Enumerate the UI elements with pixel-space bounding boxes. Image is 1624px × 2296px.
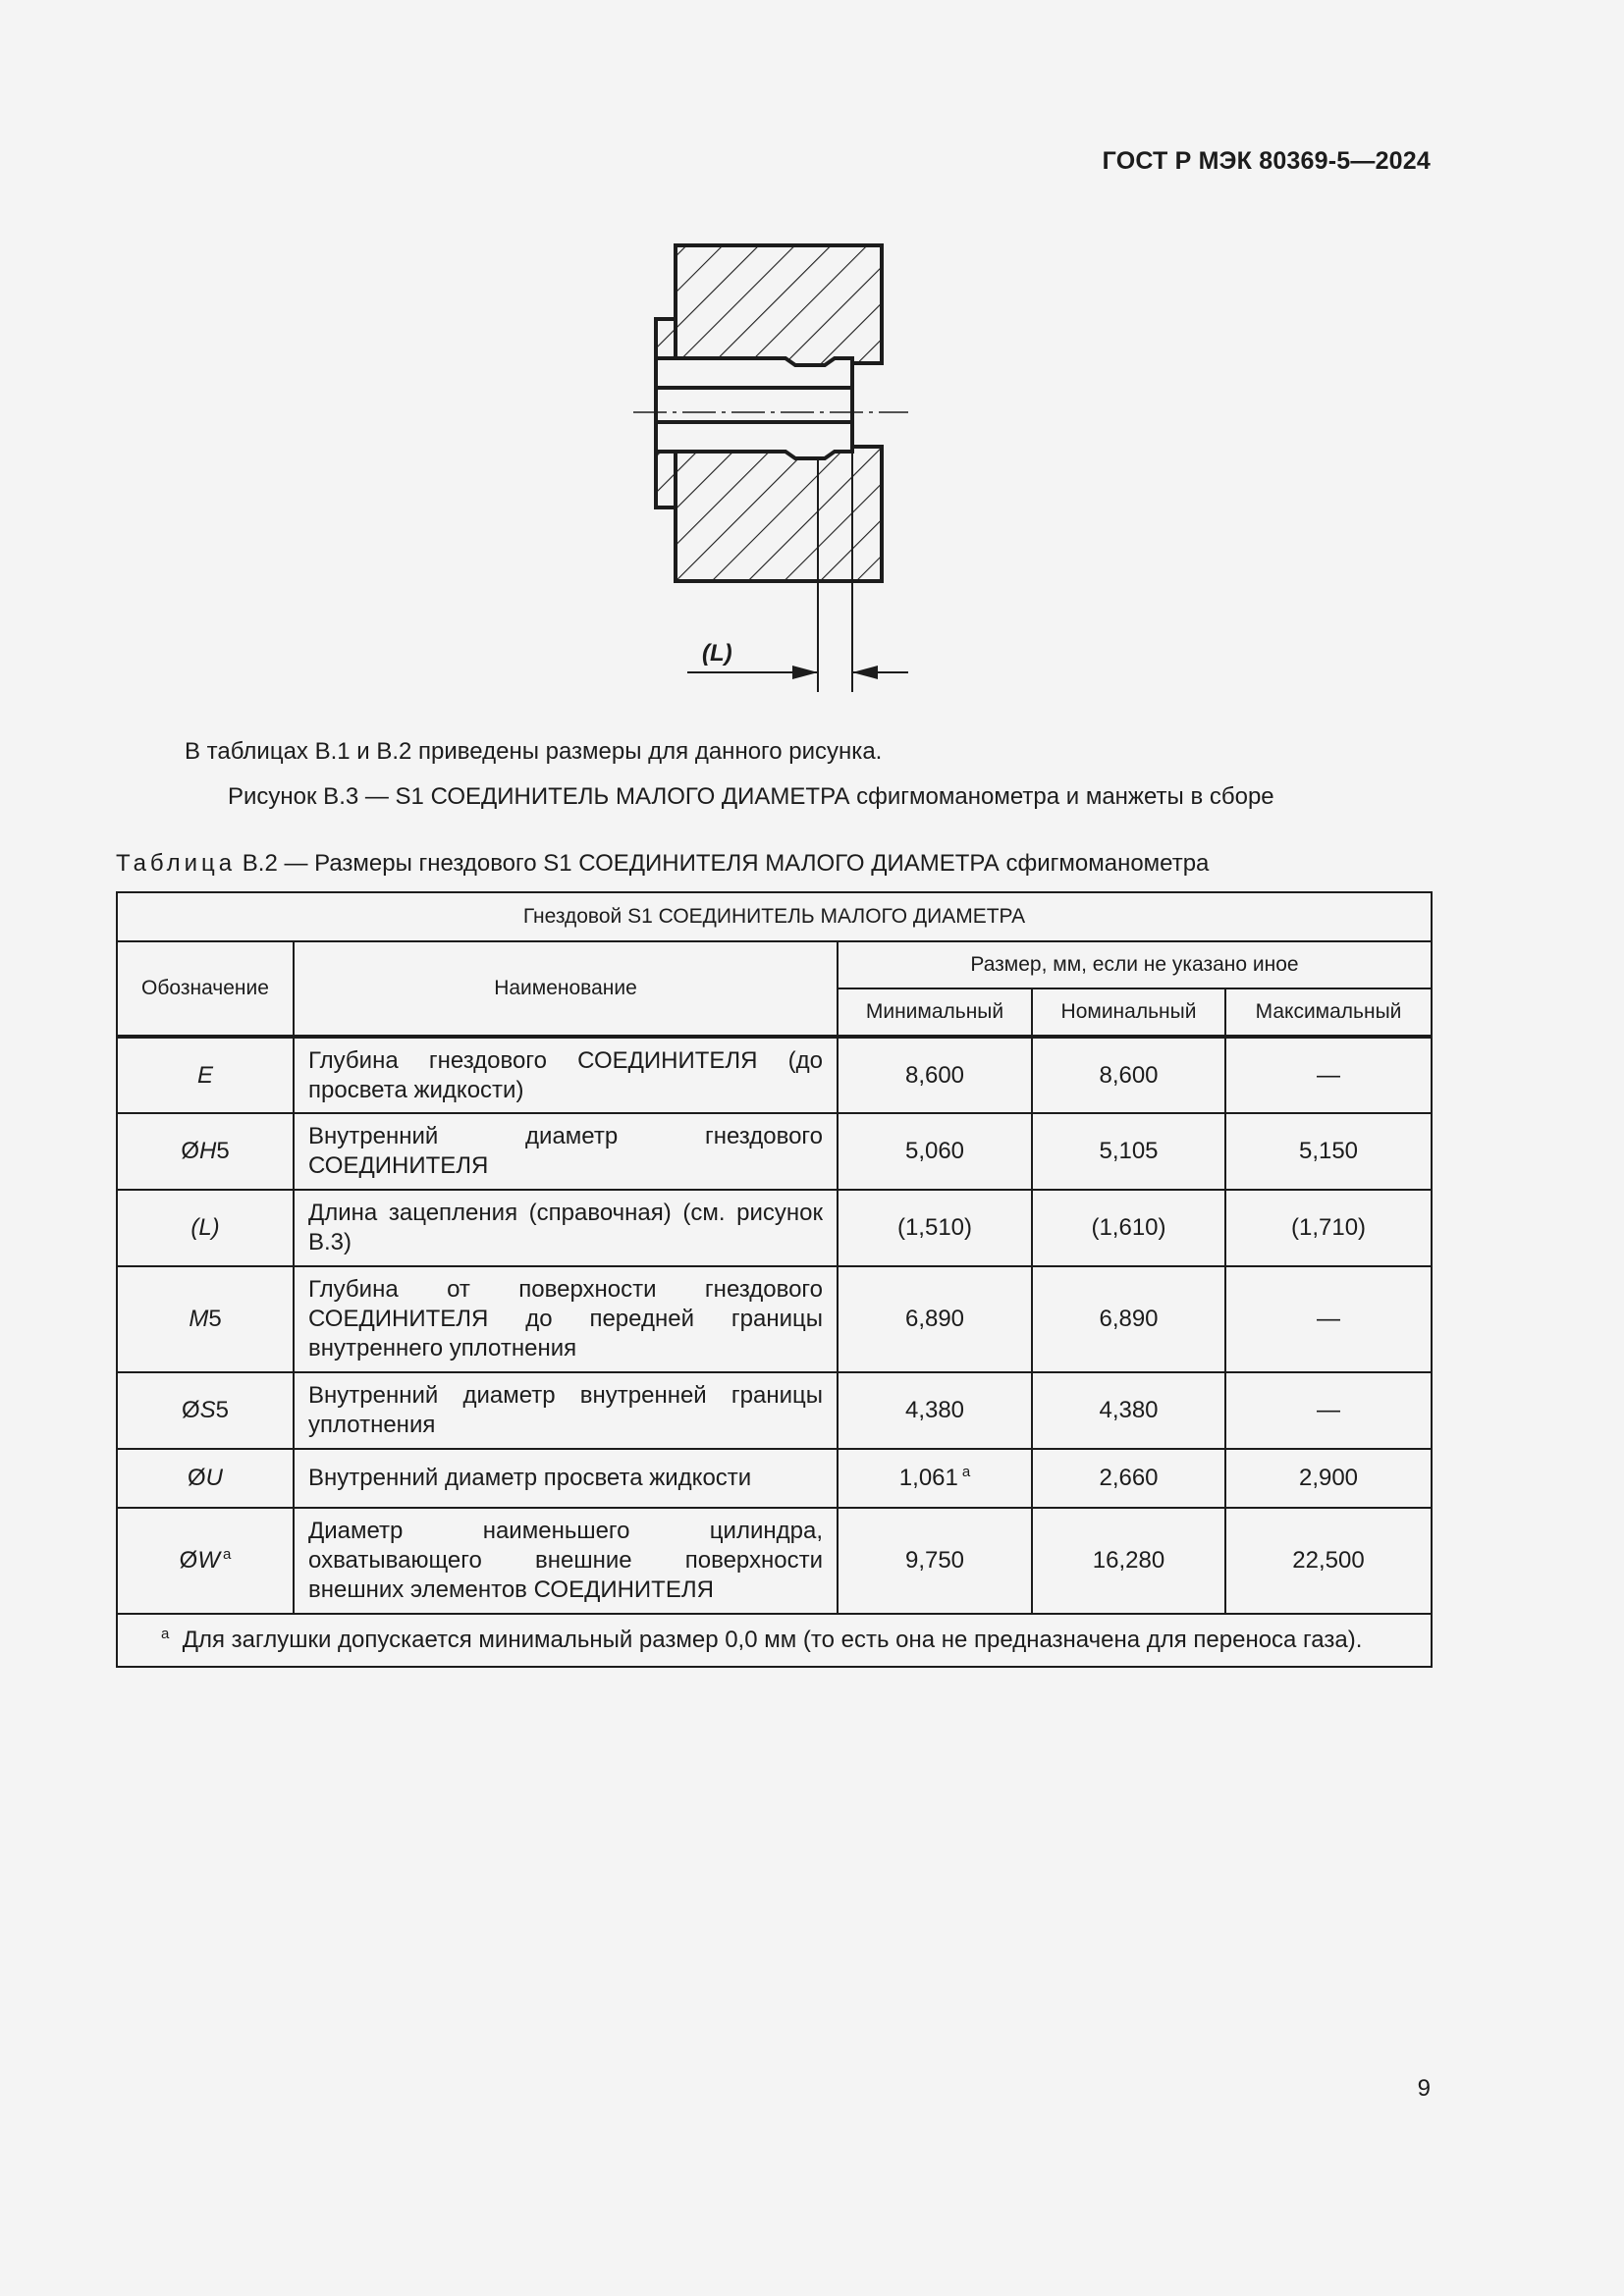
min-value: 1,061 <box>898 1465 958 1491</box>
table-row <box>117 1372 1432 1449</box>
row-nom: 4,380 <box>1032 1372 1225 1449</box>
row-nom: 8,600 <box>1032 1037 1225 1113</box>
row-nom: (1,610) <box>1032 1190 1225 1266</box>
designation-symbol: W <box>197 1547 220 1574</box>
designation-prefix: Ø <box>181 1138 199 1164</box>
document-code: ГОСТ Р МЭК 80369-5—2024 <box>1102 147 1431 175</box>
table-row <box>117 1037 1432 1113</box>
row-name: Внутренний диаметр внутренней границы уплотнения <box>294 1372 838 1449</box>
row-designation <box>117 1037 294 1113</box>
row-min <box>838 1190 1032 1266</box>
dimension-arrow-right <box>852 666 878 679</box>
row-designation <box>117 1266 294 1372</box>
row-max: 5,150 <box>1225 1113 1432 1190</box>
header-size-group: Размер, мм, если не указано иное <box>838 941 1432 988</box>
row-designation <box>117 1508 294 1614</box>
designation-symbol: M <box>189 1306 209 1332</box>
min-sup: а <box>961 1464 971 1480</box>
designation-suffix: 5 <box>216 1138 230 1164</box>
row-nom: 6,890 <box>1032 1266 1225 1372</box>
table-title-prefix: Таблица <box>116 850 237 877</box>
designation-prefix: Ø <box>181 1397 200 1423</box>
row-designation <box>117 1113 294 1190</box>
row-max: — <box>1225 1037 1432 1113</box>
min-value: 5,060 <box>904 1138 965 1164</box>
upper-body-section <box>656 245 882 365</box>
dimension-label: (L) <box>702 640 732 667</box>
figure-note: В таблицах В.1 и В.2 приведены размеры для данного рисунка. <box>185 738 883 765</box>
row-min <box>838 1449 1032 1508</box>
row-max: 22,500 <box>1225 1508 1432 1614</box>
header-designation: Обозначение <box>117 941 294 1037</box>
footnote-mark: а <box>161 1626 170 1642</box>
connector-drawing-svg <box>628 231 923 702</box>
row-max: (1,710) <box>1225 1190 1432 1266</box>
designation-symbol: U <box>205 1465 223 1491</box>
row-name: Внутренний диаметр гнездового СОЕДИНИТЕЛЯ <box>294 1113 838 1190</box>
lower-body-section <box>656 447 882 581</box>
header-max: Максимальный <box>1225 988 1432 1037</box>
row-designation <box>117 1372 294 1449</box>
table-row <box>117 1449 1432 1508</box>
designation-symbol: H <box>198 1138 217 1164</box>
row-max: — <box>1225 1266 1432 1372</box>
footnote-text: Для заглушки допускается минимальный размер 0,0 мм (то есть она не предназначена для переноса газа). <box>182 1627 1363 1653</box>
min-value: (1,510) <box>896 1214 973 1241</box>
min-value: 8,600 <box>904 1061 965 1089</box>
figure-caption: Рисунок В.3 — S1 СОЕДИНИТЕЛЬ МАЛОГО ДИАМЕТРА сфигмоманометра и манжеты в сборе <box>228 783 1274 810</box>
row-min <box>838 1113 1032 1190</box>
table-row <box>117 1113 1432 1190</box>
table-footnote <box>117 1614 1432 1667</box>
table-row <box>117 1508 1432 1614</box>
row-min <box>838 1266 1032 1372</box>
page-number: 9 <box>1417 2075 1431 2102</box>
table-caption-row: Гнездовой S1 СОЕДИНИТЕЛЬ МАЛОГО ДИАМЕТРА <box>117 892 1432 941</box>
designation-suffix: 5 <box>208 1306 222 1332</box>
row-name: Глубина от поверхности гнездового СОЕДИНИТЕЛЯ до передней границы внутреннего уплотнения <box>294 1266 838 1372</box>
dimensions-table <box>116 891 1433 1668</box>
min-value: 4,380 <box>904 1397 965 1423</box>
row-designation <box>117 1449 294 1508</box>
row-name: Длина зацепления (справочная) (см. рисунок В.3) <box>294 1190 838 1266</box>
designation-suffix: 5 <box>215 1397 230 1423</box>
row-max: 2,900 <box>1225 1449 1432 1508</box>
table-title <box>116 850 1209 878</box>
min-value: 9,750 <box>904 1547 965 1574</box>
row-nom: 2,660 <box>1032 1449 1225 1508</box>
row-min <box>838 1037 1032 1113</box>
row-nom: 5,105 <box>1032 1113 1225 1190</box>
table-row <box>117 1190 1432 1266</box>
designation-symbol: (L) <box>190 1214 220 1241</box>
designation-prefix: Ø <box>179 1547 198 1574</box>
header-min: Минимальный <box>838 988 1032 1037</box>
min-value: 6,890 <box>904 1306 965 1332</box>
header-name: Наименование <box>294 941 838 1037</box>
dimension-arrow-left <box>792 666 818 679</box>
header-nom: Номинальный <box>1032 988 1225 1037</box>
row-nom: 16,280 <box>1032 1508 1225 1614</box>
designation-symbol: E <box>196 1061 213 1089</box>
row-name: Глубина гнездового СОЕДИНИТЕЛЯ (до просвета жидкости) <box>294 1037 838 1113</box>
designation-prefix: Ø <box>187 1465 206 1491</box>
row-name: Внутренний диаметр просвета жидкости <box>294 1449 838 1508</box>
row-name: Диаметр наименьшего цилиндра, охватывающего внешние поверхности внешних элементов СОЕДИНИТЕЛЯ <box>294 1508 838 1614</box>
table-title-text: В.2 — Размеры гнездового S1 СОЕДИНИТЕЛЯ МАЛОГО ДИАМЕТРА сфигмоманометра <box>242 850 1210 877</box>
designation-sup: а <box>222 1546 232 1563</box>
row-max: — <box>1225 1372 1432 1449</box>
row-designation <box>117 1190 294 1266</box>
table-row <box>117 1266 1432 1372</box>
designation-symbol: S <box>199 1397 216 1423</box>
row-min <box>838 1372 1032 1449</box>
connector-section-drawing <box>628 231 923 702</box>
row-min <box>838 1508 1032 1614</box>
